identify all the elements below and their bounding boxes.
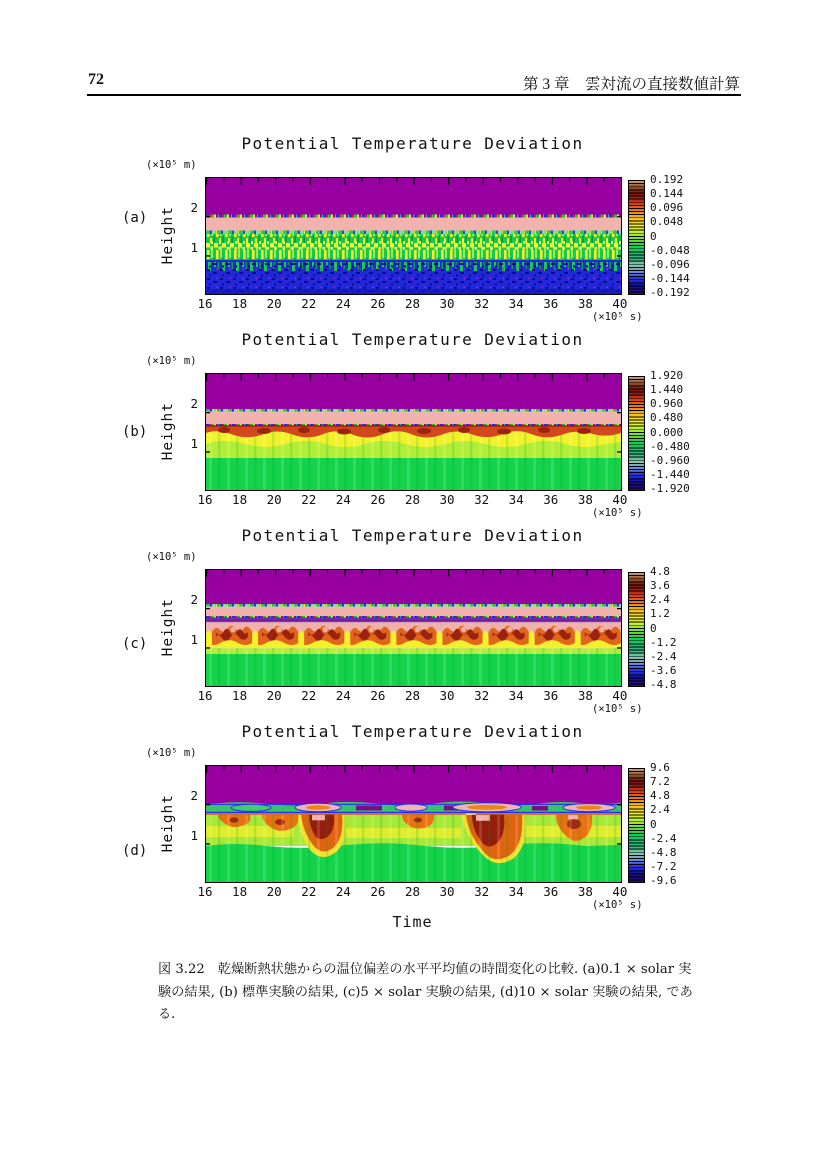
colorbar-tick-label: 7.2 xyxy=(650,775,670,789)
x-tick-label: 32 xyxy=(474,884,490,899)
x-tick-label: 32 xyxy=(474,688,490,703)
panel-title: Potential Temperature Deviation xyxy=(241,134,584,153)
y-unit-label: (×10⁵ m) xyxy=(146,747,197,759)
x-tick-label: 24 xyxy=(335,492,351,507)
x-tick-label: 38 xyxy=(577,492,593,507)
x-tick-label: 36 xyxy=(543,492,559,507)
panel-label: (d) xyxy=(122,843,148,859)
panel-d xyxy=(0,722,826,918)
panel-label: (c) xyxy=(122,636,148,652)
y-tick-label: 2 xyxy=(190,200,198,215)
panel-c xyxy=(0,526,826,722)
colorbar-tick-label: -1.2 xyxy=(650,635,677,649)
x-tick-label: 32 xyxy=(474,492,490,507)
colorbar-b xyxy=(628,376,645,491)
time-axis-label: Time xyxy=(392,913,433,931)
colorbar-tick-label: -0.192 xyxy=(650,286,690,299)
panel-label: (b) xyxy=(122,424,148,440)
x-unit-label: (×10⁵ s) xyxy=(592,507,643,519)
x-tick-label: 26 xyxy=(370,296,386,311)
x-tick-label: 26 xyxy=(370,884,386,899)
x-axis-ticks-d xyxy=(189,884,636,899)
x-tick-label: 36 xyxy=(543,688,559,703)
x-tick-label: 18 xyxy=(232,688,248,703)
heatmap-canvas-d xyxy=(206,766,621,882)
x-tick-label: 18 xyxy=(232,492,248,507)
colorbar-tick-label: 0.144 xyxy=(650,187,684,201)
x-tick-label: 34 xyxy=(508,884,524,899)
y-tick-label: 2 xyxy=(190,396,198,411)
x-tick-label: 40 xyxy=(612,296,628,311)
x-tick-label: 16 xyxy=(197,296,213,311)
x-tick-label: 22 xyxy=(301,688,317,703)
colorbar-labels-a xyxy=(650,174,690,299)
y-tick-label: 1 xyxy=(190,828,198,843)
x-tick-label: 36 xyxy=(543,884,559,899)
x-tick-label: 34 xyxy=(508,492,524,507)
x-tick-label: 38 xyxy=(577,688,593,703)
x-unit-label: (×10⁵ s) xyxy=(592,703,643,715)
x-tick-label: 30 xyxy=(439,884,455,899)
height-axis-label: Height xyxy=(160,205,176,265)
x-tick-label: 30 xyxy=(439,688,455,703)
colorbar-tick-label: -9.6 xyxy=(650,874,677,887)
y-tick-label: 1 xyxy=(190,632,198,647)
y-unit-label: (×10⁵ m) xyxy=(146,159,197,171)
y-tick-label: 1 xyxy=(190,436,198,451)
x-tick-label: 34 xyxy=(508,688,524,703)
x-tick-label: 26 xyxy=(370,688,386,703)
colorbar-tick-label: 4.8 xyxy=(650,565,670,578)
y-tick-label: 2 xyxy=(190,788,198,803)
colorbar-tick-label: -0.480 xyxy=(650,439,690,453)
colorbar-tick-label: 9.6 xyxy=(650,761,670,774)
x-tick-label: 20 xyxy=(266,296,282,311)
y-tick-label: 1 xyxy=(190,240,198,255)
x-tick-label: 34 xyxy=(508,296,524,311)
colorbar-tick-label: 4.8 xyxy=(650,789,670,803)
x-tick-label: 24 xyxy=(335,884,351,899)
colorbar-tick-label: -2.4 xyxy=(650,831,677,845)
colorbar-tick-label: -0.960 xyxy=(650,453,690,467)
colorbar-tick-label: -1.920 xyxy=(650,482,690,495)
colorbar-tick-label: 0.048 xyxy=(650,215,684,229)
panel-title: Potential Temperature Deviation xyxy=(241,526,584,545)
x-tick-label: 38 xyxy=(577,884,593,899)
heatmap-canvas-c xyxy=(206,570,621,686)
colorbar-tick-label: 2.4 xyxy=(650,803,670,817)
x-tick-label: 16 xyxy=(197,492,213,507)
colorbar-tick-label: -4.8 xyxy=(650,678,677,691)
x-axis-ticks-c xyxy=(189,688,636,703)
colorbar-labels-d xyxy=(650,762,677,887)
colorbar-tick-label: -0.144 xyxy=(650,271,690,285)
colorbar-tick-label: 3.6 xyxy=(650,579,670,593)
colorbar-tick-label: 1.440 xyxy=(650,383,684,397)
colorbar-tick-label: 0.960 xyxy=(650,397,684,411)
colorbar-tick-label: -0.096 xyxy=(650,257,690,271)
colorbar-tick-label: 0 xyxy=(650,229,657,243)
y-tick-label: 2 xyxy=(190,592,198,607)
x-tick-label: 28 xyxy=(404,296,420,311)
x-tick-label: 22 xyxy=(301,492,317,507)
x-tick-label: 36 xyxy=(543,296,559,311)
x-tick-label: 22 xyxy=(301,884,317,899)
x-tick-label: 24 xyxy=(335,296,351,311)
height-axis-label: Height xyxy=(160,597,176,657)
y-unit-label: (×10⁵ m) xyxy=(146,551,197,563)
panel-title: Potential Temperature Deviation xyxy=(241,330,584,349)
height-axis-label: Height xyxy=(160,793,176,853)
colorbar-tick-label: -7.2 xyxy=(650,859,677,873)
y-unit-label: (×10⁵ m) xyxy=(146,355,197,367)
colorbar-tick-label: 0.192 xyxy=(650,173,684,186)
x-tick-label: 26 xyxy=(370,492,386,507)
panel-a xyxy=(0,134,826,330)
plot-area-b xyxy=(205,373,622,491)
colorbar-labels-c xyxy=(650,566,677,691)
x-tick-label: 40 xyxy=(612,884,628,899)
colorbar-tick-label: 0.480 xyxy=(650,411,684,425)
colorbar-tick-label: -3.6 xyxy=(650,663,677,677)
x-unit-label: (×10⁵ s) xyxy=(592,899,643,911)
colorbar-c xyxy=(628,572,645,687)
colorbar-tick-label: 2.4 xyxy=(650,593,670,607)
colorbar-labels-b xyxy=(650,370,690,495)
colorbar-tick-label: 0 xyxy=(650,817,657,831)
x-tick-label: 18 xyxy=(232,884,248,899)
x-tick-label: 40 xyxy=(612,688,628,703)
x-unit-label: (×10⁵ s) xyxy=(592,311,643,323)
plot-area-c xyxy=(205,569,622,687)
colorbar-tick-label: 0 xyxy=(650,621,657,635)
x-tick-label: 22 xyxy=(301,296,317,311)
page-number: 72 xyxy=(88,71,104,88)
panel-title: Potential Temperature Deviation xyxy=(241,722,584,741)
heatmap-canvas-b xyxy=(206,374,621,490)
colorbar-tick-label: 0.000 xyxy=(650,425,684,439)
x-tick-label: 18 xyxy=(232,296,248,311)
x-tick-label: 30 xyxy=(439,296,455,311)
height-axis-label: Height xyxy=(160,401,176,461)
colorbar-tick-label: -1.440 xyxy=(650,467,690,481)
colorbar-tick-label: 1.2 xyxy=(650,607,670,621)
plot-area-d xyxy=(205,765,622,883)
x-tick-label: 20 xyxy=(266,884,282,899)
colorbar-tick-label: 1.920 xyxy=(650,369,684,382)
colorbar-a xyxy=(628,180,645,295)
x-tick-label: 20 xyxy=(266,688,282,703)
header-rule xyxy=(87,94,741,96)
x-tick-label: 28 xyxy=(404,688,420,703)
x-tick-label: 38 xyxy=(577,296,593,311)
panel-label: (a) xyxy=(122,210,148,226)
x-tick-label: 40 xyxy=(612,492,628,507)
x-axis-ticks-b xyxy=(189,492,636,507)
colorbar-tick-label: -4.8 xyxy=(650,845,677,859)
x-tick-label: 20 xyxy=(266,492,282,507)
x-tick-label: 16 xyxy=(197,688,213,703)
colorbar-tick-label: -2.4 xyxy=(650,649,677,663)
x-tick-label: 24 xyxy=(335,688,351,703)
figure-caption: 図 3.22 乾燥断熱状態からの温位偏差の水平平均値の時間変化の比較. (a)0.1 × solar 実験の結果, (b) 標準実験の結果, (c)5 × solar 実験の結果, (d)10 × solar 実験の結果, である. xyxy=(158,962,693,1023)
panel-b xyxy=(0,330,826,526)
x-axis-ticks-a xyxy=(189,296,636,311)
x-tick-label: 28 xyxy=(404,884,420,899)
plot-area-a xyxy=(205,177,622,295)
colorbar-d xyxy=(628,768,645,883)
colorbar-tick-label: 0.096 xyxy=(650,201,684,215)
x-tick-label: 16 xyxy=(197,884,213,899)
colorbar-tick-label: -0.048 xyxy=(650,243,690,257)
heatmap-canvas-a xyxy=(206,178,621,294)
x-tick-label: 32 xyxy=(474,296,490,311)
x-tick-label: 30 xyxy=(439,492,455,507)
x-tick-label: 28 xyxy=(404,492,420,507)
chapter-header: 第 3 章 雲対流の直接数値計算 xyxy=(522,76,740,93)
